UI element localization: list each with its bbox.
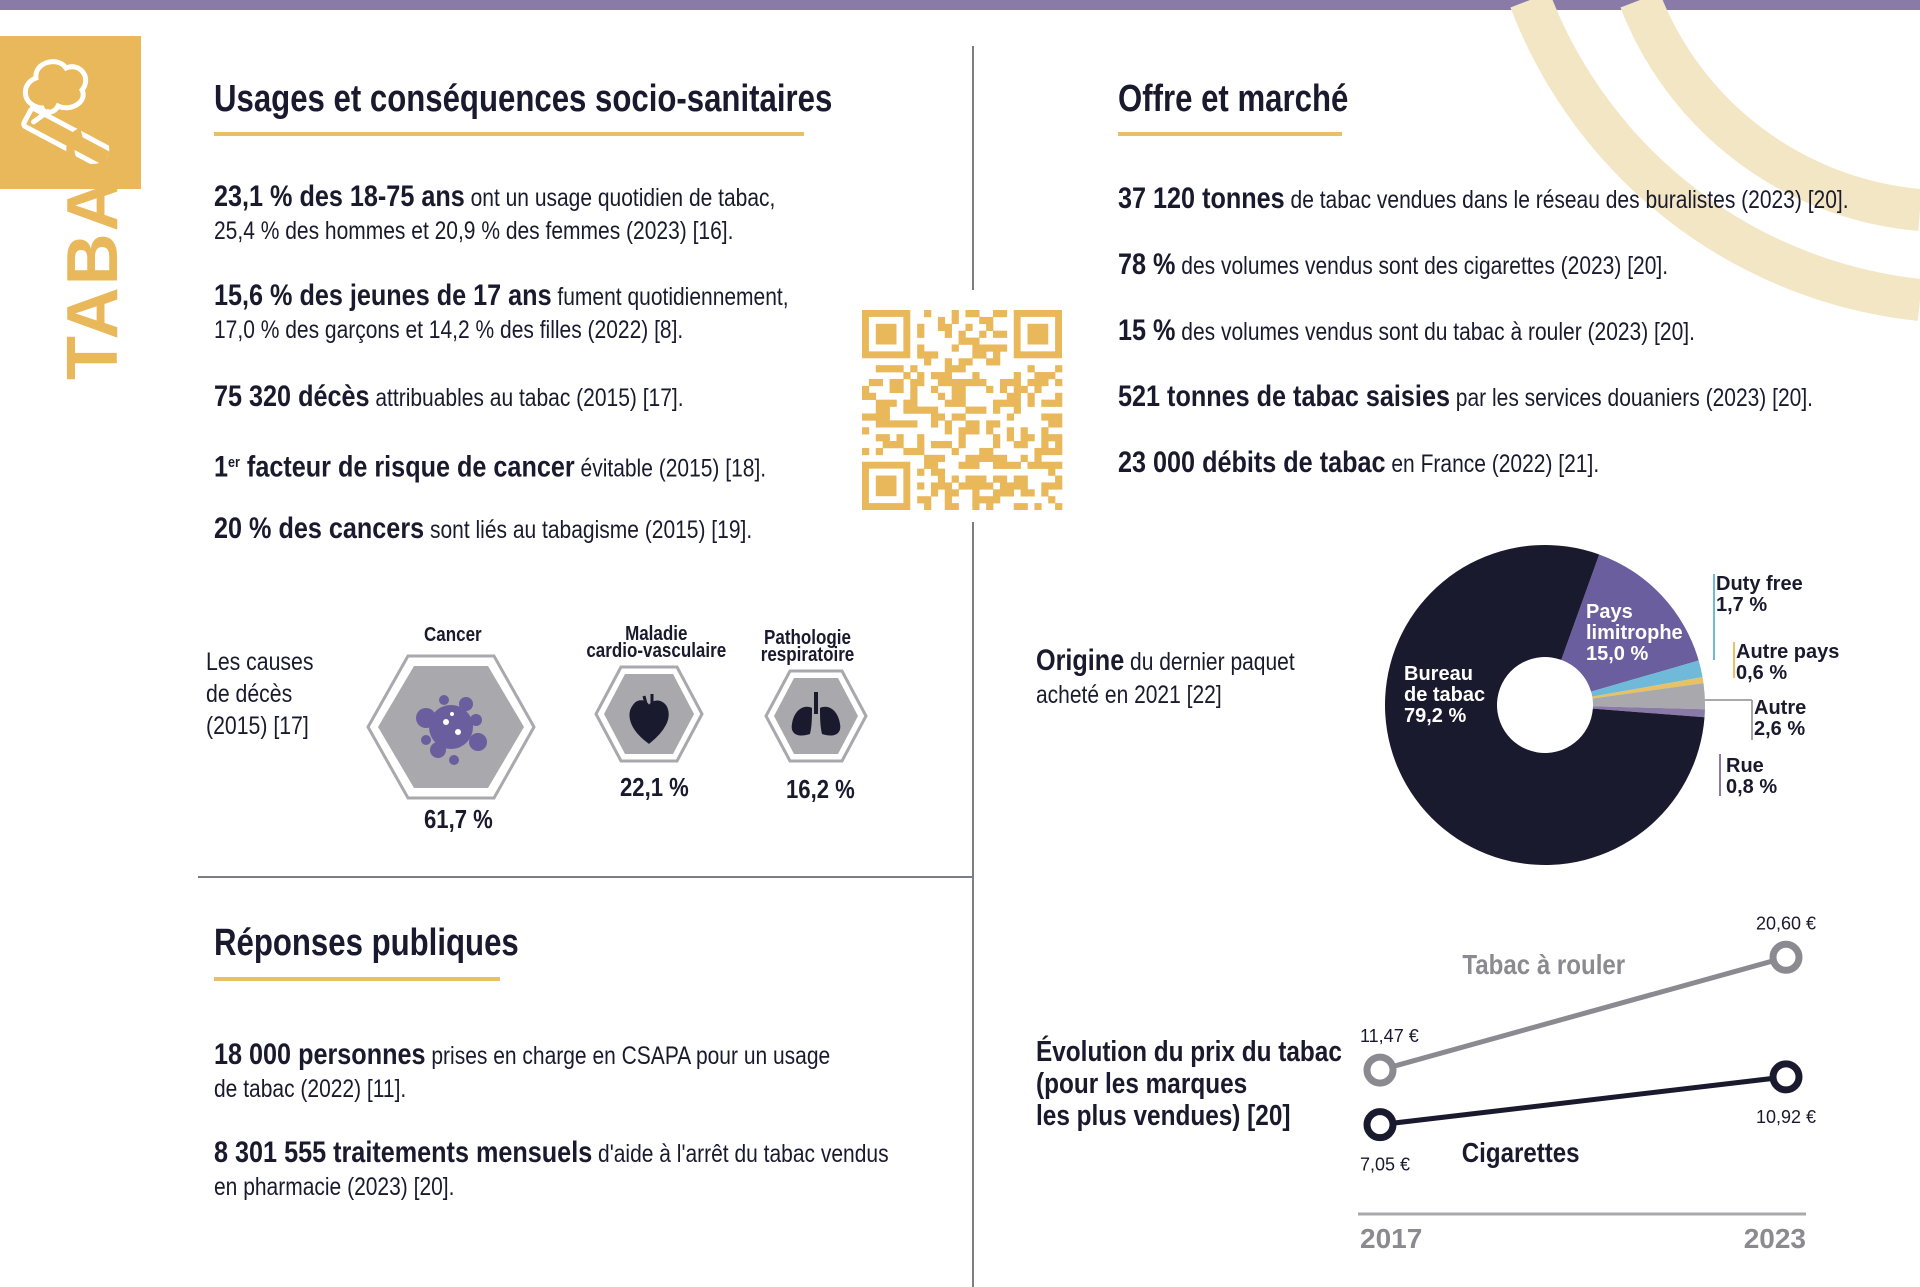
pie-label-limitrophe: Pays limitrophe 15,0 % xyxy=(1586,601,1683,665)
prix-line-chart xyxy=(1340,890,1820,1260)
offre-fact-3: 15 % des volumes vendus sont du tabac à rouler (2023) [20]. xyxy=(1118,314,1695,347)
section-label-vertical: TABAC xyxy=(53,123,133,380)
data-label: 11,47 € xyxy=(1360,1026,1419,1047)
series-line-1 xyxy=(1380,1077,1786,1125)
usages-fact-5: 20 % des cancers sont liés au tabagisme (2015) [19]. xyxy=(214,512,753,545)
usages-fact-2: 15,6 % des jeunes de 17 ans fument quotidiennement, 17,0 % des garçons et 14,2 % des filles (2022) [8]. xyxy=(214,279,789,344)
cancer-hexagon xyxy=(366,652,536,802)
cause-cancer-value: 61,7 % xyxy=(424,804,493,834)
usages-title: Usages et conséquences socio-sanitaires xyxy=(214,78,833,120)
qr-code[interactable] xyxy=(862,310,1064,510)
x-tick-label: 2017 xyxy=(1360,1223,1423,1254)
data-label: 7,05 € xyxy=(1360,1154,1411,1175)
reponses-fact-1: 18 000 personnes prises en charge en CSAPA pour un usage de tabac (2022) [11]. xyxy=(214,1038,831,1103)
series-name: Cigarettes xyxy=(1461,1136,1580,1169)
origine-caption: Origine du dernier paquet acheté en 2021 [22] xyxy=(1036,644,1295,709)
reponses-title-underline xyxy=(214,977,500,981)
data-label: 10,92 € xyxy=(1755,1106,1817,1127)
pie-label-autre: Autre 2,6 % xyxy=(1754,697,1807,740)
pie-leader-lines xyxy=(1690,570,1770,810)
usages-fact-1: 23,1 % des 18-75 ans ont un usage quotidien de tabac, 25,4 % des hommes et 20,9 % des femmes (2023) [16]. xyxy=(214,180,776,245)
deaths-label: Les causes de décès (2015) [17] xyxy=(206,648,314,740)
offre-fact-5: 23 000 débits de tabac en France (2022) [21]. xyxy=(1118,446,1600,479)
offre-fact-2: 78 % des volumes vendus sont des cigarettes (2023) [20]. xyxy=(1118,248,1669,281)
reponses-title: Réponses publiques xyxy=(214,922,519,964)
prix-caption: Évolution du prix du tabac (pour les marques les plus vendues) [20] xyxy=(1036,1036,1342,1132)
respiratory-hexagon xyxy=(764,668,868,764)
vertical-divider-top xyxy=(972,46,974,290)
usages-fact-3: 75 320 décès attribuables au tabac (2015) [17]. xyxy=(214,380,684,413)
pie-label-duty-free: Duty free 1,7 % xyxy=(1716,573,1803,616)
pie-label-rue: Rue 0,8 % xyxy=(1726,755,1778,798)
cause-cancer-label: Cancer xyxy=(424,624,482,646)
usages-title-underline xyxy=(214,132,804,136)
data-point xyxy=(1773,1064,1799,1090)
series-name: Tabac à rouler xyxy=(1462,948,1626,981)
cause-respiratory-value: 16,2 % xyxy=(786,774,855,804)
pie-label-bureau: Bureau de tabac 79,2 % xyxy=(1404,663,1486,727)
cause-respiratory-label: Pathologie respiratoire xyxy=(760,627,855,666)
offre-fact-4: 521 tonnes de tabac saisies par les services douaniers (2023) [20]. xyxy=(1118,380,1813,413)
data-point xyxy=(1367,1057,1393,1083)
cause-cardio-label: Maladie cardio-vasculaire xyxy=(586,623,727,662)
horizontal-divider xyxy=(198,876,974,878)
x-tick-label: 2023 xyxy=(1743,1223,1806,1254)
data-point xyxy=(1367,1112,1393,1138)
data-point xyxy=(1773,944,1799,970)
offre-fact-1: 37 120 tonnes de tabac vendues dans le réseau des buralistes (2023) [20]. xyxy=(1118,182,1849,215)
offre-title-underline xyxy=(1118,132,1342,136)
offre-title: Offre et marché xyxy=(1118,78,1349,120)
vertical-divider-bottom xyxy=(972,522,974,1287)
cause-cardio-value: 22,1 % xyxy=(620,772,689,802)
pie-label-autre-pays: Autre pays 0,6 % xyxy=(1736,641,1840,684)
data-label: 20,60 € xyxy=(1755,913,1817,934)
usages-fact-4: 1er facteur de risque de cancer évitable (2015) [18]. xyxy=(214,450,767,484)
cardio-hexagon xyxy=(594,664,704,764)
reponses-fact-2: 8 301 555 traitements mensuels d'aide à l'arrêt du tabac vendus en pharmacie (2023) [20]. xyxy=(214,1136,889,1201)
